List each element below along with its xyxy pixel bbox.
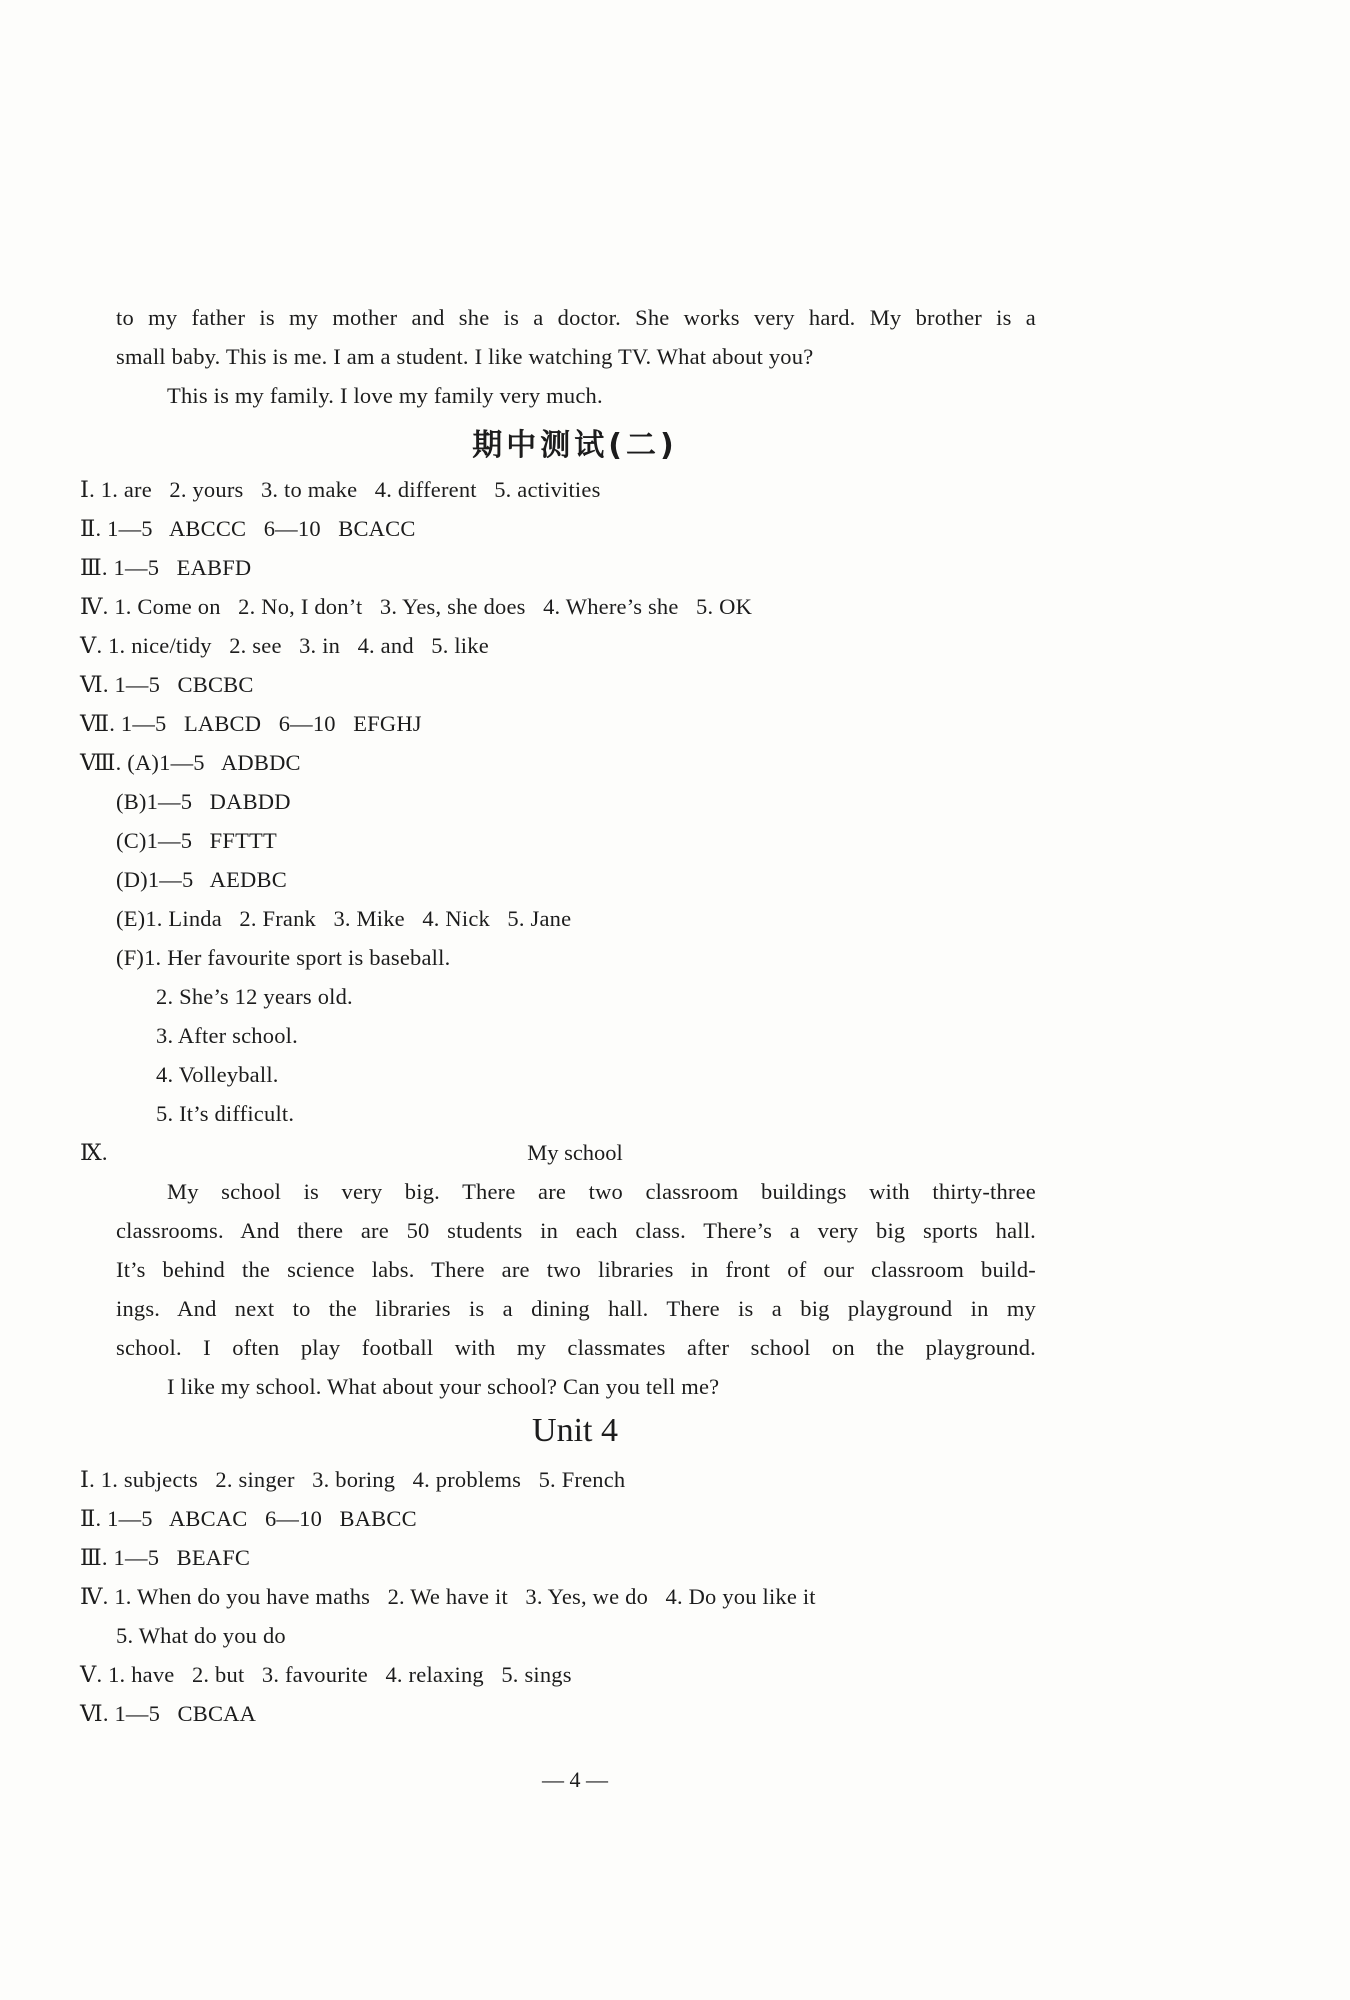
unit4-line: Ⅳ. 1. When do you have maths 2. We have it 3. Yes, we do 4. Do you like it bbox=[80, 1584, 816, 1609]
midterm-title: 期中测试(二) bbox=[472, 428, 678, 463]
unit4-line: Ⅱ. 1—5 ABCAC 6—10 BABCC bbox=[80, 1506, 417, 1531]
page-number: — 4 — bbox=[542, 1767, 608, 1792]
midterm-line: 2. She’s 12 years old. bbox=[156, 984, 353, 1009]
essay-section-label: Ⅸ. bbox=[80, 1140, 108, 1165]
intro-line-3: This is my family. I love my family very much. bbox=[167, 383, 603, 408]
midterm-line: Ⅶ. 1—5 LABCD 6—10 EFGHJ bbox=[80, 711, 422, 736]
midterm-line: Ⅰ. 1. are 2. yours 3. to make 4. different 5. activities bbox=[80, 477, 601, 502]
unit4-line: Ⅵ. 1—5 CBCAA bbox=[80, 1701, 257, 1726]
essay-line: It’s behind the science labs. There are two libraries in front of our classroom build- bbox=[116, 1257, 1036, 1282]
essay-title: My school bbox=[527, 1140, 623, 1165]
midterm-line: (D)1—5 AEDBC bbox=[116, 867, 287, 892]
midterm-line: Ⅳ. 1. Come on 2. No, I don’t 3. Yes, she does 4. Where’s she 5. OK bbox=[80, 594, 753, 619]
midterm-line: Ⅴ. 1. nice/tidy 2. see 3. in 4. and 5. like bbox=[80, 633, 489, 658]
unit4-line: 5. What do you do bbox=[116, 1623, 286, 1648]
essay-line: ings. And next to the libraries is a dining hall. There is a big playground in my bbox=[116, 1296, 1036, 1321]
midterm-line: (E)1. Linda 2. Frank 3. Mike 4. Nick 5. Jane bbox=[116, 906, 572, 931]
midterm-line: (F)1. Her favourite sport is baseball. bbox=[116, 945, 451, 970]
midterm-line: (C)1—5 FFTTT bbox=[116, 828, 277, 853]
essay-line: My school is very big. There are two classroom buildings with thirty-three bbox=[167, 1179, 1036, 1204]
intro-line-1: to my father is my mother and she is a doctor. She works very hard. My brother is a bbox=[116, 305, 1036, 330]
midterm-line: (B)1—5 DABDD bbox=[116, 789, 291, 814]
midterm-line: Ⅵ. 1—5 CBCBC bbox=[80, 672, 254, 697]
midterm-line: Ⅲ. 1—5 EABFD bbox=[80, 555, 252, 580]
unit4-line: Ⅰ. 1. subjects 2. singer 3. boring 4. problems 5. French bbox=[80, 1467, 626, 1492]
midterm-line: 5. It’s difficult. bbox=[156, 1101, 295, 1126]
midterm-line: 4. Volleyball. bbox=[156, 1062, 279, 1087]
midterm-line: Ⅷ. (A)1—5 ADBDC bbox=[80, 750, 301, 775]
unit4-title: Unit 4 bbox=[532, 1412, 618, 1449]
midterm-line: Ⅱ. 1—5 ABCCC 6—10 BCACC bbox=[80, 516, 416, 541]
unit4-line: Ⅴ. 1. have 2. but 3. favourite 4. relaxing 5. sings bbox=[80, 1662, 572, 1687]
essay-line: school. I often play football with my classmates after school on the playground. bbox=[116, 1335, 1036, 1360]
midterm-line: 3. After school. bbox=[156, 1023, 298, 1048]
unit4-line: Ⅲ. 1—5 BEAFC bbox=[80, 1545, 251, 1570]
essay-line: I like my school. What about your school? Can you tell me? bbox=[167, 1374, 720, 1399]
essay-line: classrooms. And there are 50 students in each class. There’s a very big sports hall. bbox=[116, 1218, 1036, 1243]
intro-line-2: small baby. This is me. I am a student. I like watching TV. What about you? bbox=[116, 344, 814, 369]
